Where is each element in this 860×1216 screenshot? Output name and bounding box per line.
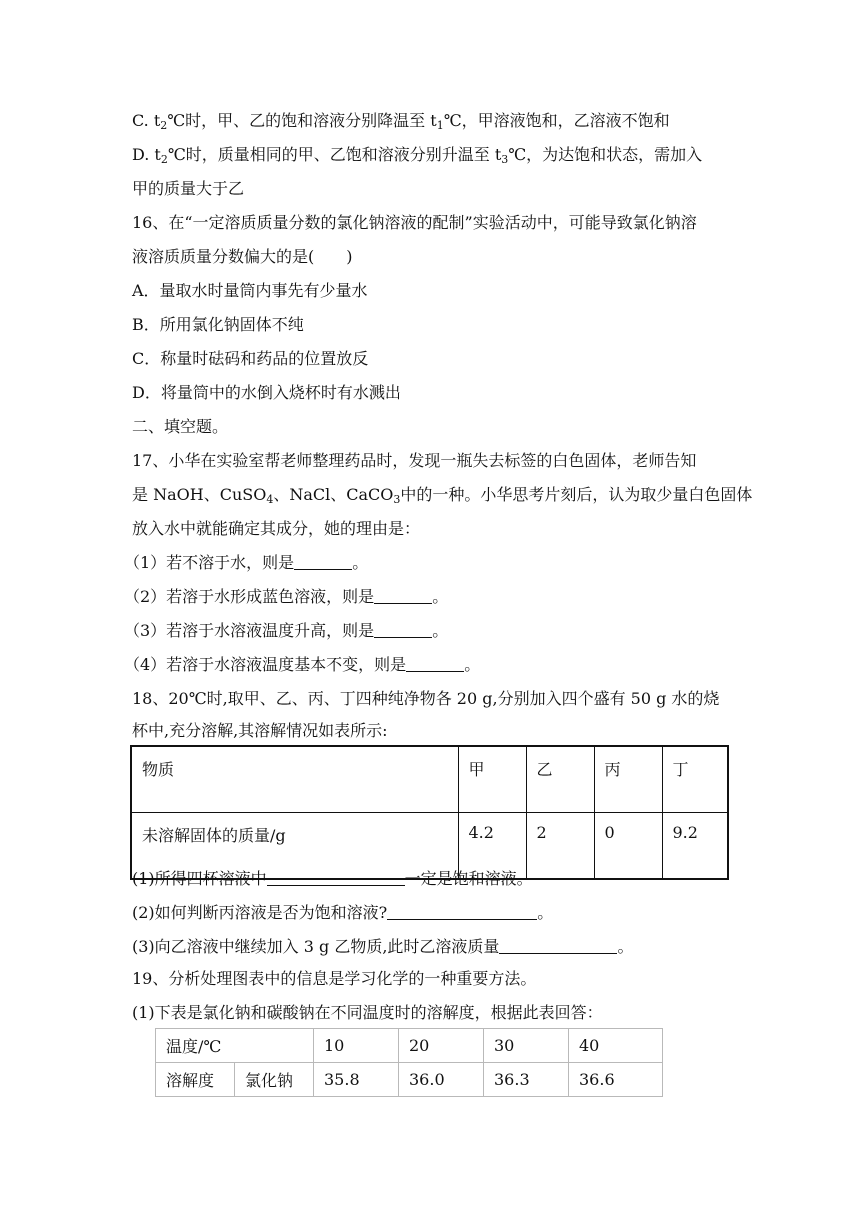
q17-stem-line2: 是 NaOH、CuSO$_4$、NaCl、CaCO$_3$中的一种。小华思考片刻后，认为取少量白色固体 [132, 485, 753, 506]
q19-part-1: (1)下表是氯化钠和碳酸钠在不同温度时的溶解度，根据此表回答： [132, 1003, 603, 1022]
q16-option-a: A．量取水时量筒内事先有少量水 [132, 281, 368, 300]
table-cell: 40 [569, 1029, 663, 1063]
q16-option-b: B．所用氯化钠固体不纯 [132, 315, 304, 334]
q17-sub-3: （3）若溶于水溶液温度升高，则是 。 [124, 621, 449, 640]
q19-stem: 19、分析处理图表中的信息是学习化学的一种重要方法。 [132, 969, 537, 988]
table-cell: 乙 [526, 746, 594, 813]
q16-option-d: D．将量筒中的水倒入烧杯时有水溅出 [132, 383, 401, 402]
answer-blank[interactable] [374, 622, 432, 638]
table-cell: 36.3 [484, 1063, 569, 1097]
table-header-row [156, 1029, 663, 1063]
table-cell: 物质 [131, 746, 458, 813]
q15-option-d: D. $t_2℃$时，质量相同的甲、乙饱和溶液分别升温至 $t_3℃$，为达饱和状态，需加入 [132, 145, 703, 166]
q17-sub-2: （2）若溶于水形成蓝色溶液，则是 。 [124, 587, 449, 606]
q16-stem: 16、在“一定溶质质量分数的氯化钠溶液的配制”实验活动中，可能导致氯化钠溶 [132, 213, 697, 232]
q16-stem-line2: 液溶质质量分数偏大的是( ) [132, 247, 353, 266]
answer-blank[interactable] [387, 904, 537, 920]
table-cell: 0 [594, 813, 662, 880]
table-cell: 甲 [458, 746, 526, 813]
q15-option-c: C. $t_2℃$时，甲、乙的饱和溶液分别降温至 $t_1℃$，甲溶液饱和，乙溶液不饱和 [132, 111, 670, 132]
table-cell: 20 [399, 1029, 484, 1063]
answer-blank[interactable] [294, 554, 352, 570]
table-cell: 2 [526, 813, 594, 880]
answer-blank[interactable] [406, 656, 464, 672]
table-header-row [131, 746, 728, 813]
q18-part-2: (2)如何判断丙溶液是否为饱和溶液? 。 [132, 903, 554, 922]
table-cell: 10 [314, 1029, 399, 1063]
answer-blank[interactable] [499, 938, 617, 954]
q18-part-3: (3)向乙溶液中继续加入 3 g 乙物质,此时乙溶液质量 。 [132, 937, 634, 956]
table-cell: 9.2 [662, 813, 728, 880]
table-cell: 氯化钠 [235, 1063, 314, 1097]
table-cell: 4.2 [458, 813, 526, 880]
table-cell: 丁 [662, 746, 728, 813]
q18-stem: 18、20℃时,取甲、乙、丙、丁四种纯净物各 20 g,分别加入四个盛有 50 g 水的烧 [132, 689, 720, 708]
solubility-table [155, 1028, 663, 1097]
answer-blank[interactable] [267, 870, 405, 886]
section-heading: 二、填空题。 [132, 417, 229, 436]
q16-option-c: C．称量时砝码和药品的位置放反 [132, 349, 369, 368]
table-cell: 36.6 [569, 1063, 663, 1097]
q17-stem-line3: 放入水中就能确定其成分，她的理由是： [132, 519, 421, 538]
solubility-result-table [130, 745, 729, 880]
answer-blank[interactable] [374, 588, 432, 604]
q17-sub-4: （4）若溶于水溶液温度基本不变，则是 。 [124, 655, 481, 674]
table-cell: 丙 [594, 746, 662, 813]
table-cell: 未溶解固体的质量/g [131, 813, 458, 880]
table-cell: 温度/℃ [156, 1029, 314, 1063]
q15-option-d-line2: 甲的质量大于乙 [132, 179, 245, 198]
q18-part-1: (1)所得四杯溶液中 一定是饱和溶液。 [132, 869, 533, 888]
table-cell: 30 [484, 1029, 569, 1063]
table-cell: 35.8 [314, 1063, 399, 1097]
q17-stem: 17、小华在实验室帮老师整理药品时，发现一瓶失去标签的白色固体，老师告知 [132, 451, 697, 470]
q18-stem-line2: 杯中,充分溶解,其溶解情况如表所示: [132, 721, 388, 740]
table-cell: 36.0 [399, 1063, 484, 1097]
table-cell: 溶解度 [156, 1063, 235, 1097]
q17-sub-1: （1）若不溶于水，则是 。 [124, 553, 369, 572]
table-row [156, 1063, 663, 1097]
